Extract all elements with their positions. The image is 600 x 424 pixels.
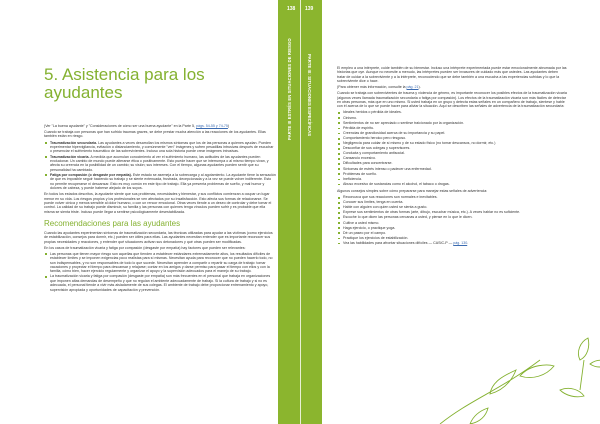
intro-link[interactable]: págs. 54-55 y 74-75: [195, 124, 228, 128]
more-info-link[interactable]: pág. 21: [406, 85, 419, 90]
list-item: Escuche lo que dicen las personas cercanas a usted, y piense en lo que le dicen.: [343, 215, 567, 220]
section-heading: Recomendaciones para las ayudantes: [44, 218, 181, 228]
list-item: Cansancio excesivo.: [343, 156, 567, 161]
list-item: Desconfiar de sus colegas y supervisores.: [343, 146, 567, 151]
list-item: Dificultades para concentrarse.: [343, 161, 567, 166]
list-item: Conducta y comportamiento antisocial.: [343, 151, 567, 156]
vertical-label-left: [287, 38, 292, 140]
list-item: Pérdida de espíritu.: [343, 126, 567, 131]
recommendations-list: [44, 252, 276, 292]
list-item: Cultive a usted mismo.: [343, 221, 567, 226]
list-item: [50, 155, 276, 172]
paragraph-2: En todos los estados descritos, la ayudante siente que sus problemas, necesidades y bienestar, y sus conflictos comienzan a ocupar un lugar menor en su vida. Los riesgos propios y los profesionales se ven afectados por su insatisfacción. Esto afecta sus formas de relacionarse. Se puede volver cínica y menos sensible al dolor humano, o con un rencor emocional. Otras veces tiende a un deseo de controlar y debe tomar el control. La calidad de su trabajo puede disminuir, su familia y las personas con quienes tenga vínculos pueden sufrir y es probable que ella misma se sienta triste. Incluso puede llegar a sentirse psicológicamente desestabilizada.: [44, 192, 272, 214]
page-number-left: 138: [287, 6, 296, 12]
last-tip-text: Vea las habilidades para afrontar situaciones difíciles — CASIC-P —: [343, 240, 454, 245]
list-item-head: Traumatización vicaria.: [50, 154, 90, 159]
paragraph-1: Cuando se trabaja con personas que han sufrido traumas graves, se debe prestar mucha atención a las reacciones de los ayudantes. Ellas también están en riesgo.: [44, 130, 266, 139]
list-item: Hable con alguien con quien usted se sienta a gusto.: [343, 205, 567, 210]
last-tip-link[interactable]: pág. 130: [453, 240, 468, 245]
list-item: Conocer sus límites, tenga en cuenta.: [343, 200, 567, 205]
last-tip-end: .: [467, 240, 469, 245]
list-item: Abuso excesivo de sustancias como el alcohol, el tabaco o drogas.: [343, 182, 567, 187]
paragraph-3: Cuando las ayudantes experimentan síntomas de traumatización secundaria, las técnicas utilizadas para ayudar a las víctimas (como ejercicios de estabilización, consejos para dormir, etc.) pueden ser útiles para ellas. Las ayudantes necesitan entender que es importante reconocer sus propias necesidades y reacciones, y entender qué situaciones activan sus detonadores y qué otras pueden ser modificadas.: [44, 230, 273, 244]
list-item: Sentimientos de no ser apreciado o sentirse traicionado por la organización.: [343, 121, 567, 126]
vertical-label-right-text: PARTE III: SITUACIONES ESPECÍFICAS: [307, 54, 312, 137]
list-item: Comportamiento heroico pero riesgoso.: [343, 136, 567, 141]
paragraph-tips-intro: Algunos consejos simples sobre cómo prepararse para manejar estas señales de advertencia:: [337, 188, 488, 193]
list-item: Ideales heridos o pérdida de ideales.: [343, 110, 567, 115]
leaf-shape: [490, 370, 516, 394]
page-title: 5. Asistencia para los ayudantes: [44, 65, 205, 102]
list-item: Practique los ejercicios de estabilización.: [343, 236, 567, 241]
list-item: Las personas que tienen mayor riesgo son aquellas que tienden a establecer estándares extremadamente altos, los resultados difíciles de establecer límites y se imponen exigencias poco realistas para sí mismas. Necesitan ayuda para reconocer que no pueden hacerlo todo, no son indispensables, y no son responsables de todo lo que sucede. Necesitan aprender a compartir o repartir su carga de trabajo: tomar vacaciones y proyectar el tiempo para descansar y relajarse; contar en los amigos y darse permiso para pasar el tiempo con ellos y con la familia, cómo bien, hacer ejercicio regularmente y organizar el apoyo y la supervisión adecuados para el manejo de su trabajo.: [50, 252, 276, 274]
list-item: [343, 241, 567, 246]
list-item-text: A medida que acumulan conocimiento al ver el sufrimiento humano, las actitudes de las ayudantes pueden evolucionar. Un cambio de mundo puede alterarse ética o positivamente. Esto puede hacer que se interrumpa o al mismo tiempo vivan, y afecta su creencia en la posibilidad de un cambio; su visión; sus intereses. Con el tiempo, algunas ayudantes pueden sentir que su personalidad ha cambiado.: [50, 154, 269, 172]
leaf-shape: [470, 408, 488, 424]
list-item: Ineficiencia.: [343, 177, 567, 182]
decorative-leaves-illustration: [430, 320, 600, 424]
leaf-shape: [590, 360, 600, 367]
list-item: Haga ejercicio, o practique yoga.: [343, 226, 567, 231]
list-item: Reconozca que sus reacciones son normales e inevitables.: [343, 195, 567, 200]
stem-line: [580, 360, 584, 390]
paragraph-4: En los casos de traumatización vicaria y fatiga por compasión (desgaste por empatía) hay factores que pueden ser relevantes:: [44, 245, 246, 250]
list-item-head: Traumatización secundaria.: [50, 140, 98, 145]
vertical-label-right: [307, 54, 312, 136]
list-item: Problemas de sueño.: [343, 172, 567, 177]
list-item: Dé un paseo por el campo.: [343, 231, 567, 236]
paragraph-interpreter: El empleo a una intérprete, cuide también de su bienestar. Incluso una intérprete experimentada puede estar emocionalmente abrumada por las historias que oye. Aunque no necesite a menudo, las intérpretes pueden ser invasores de cuidado más que ustedes. Las ayudantes deben tratar de cuidar a la sobreviviente y a la intérprete, reconociendo que se debe también a una escucha a las experiencias sufridas y lo que la sobreviviente dice o hace.: [337, 66, 567, 84]
list-item: [50, 141, 276, 154]
intro-end: ): [227, 124, 230, 128]
right-page-content: [337, 66, 567, 248]
leaf-shape: [520, 365, 554, 378]
list-item: Negligencia para cuidar de sí mismo y de su estado físico (no tomar descansos, no dormir, etc.): [343, 141, 567, 146]
gutter-divider: [300, 0, 301, 424]
list-item-text: Este estado se asemeja a la sobrecarga y al agotamiento. La ayudante tiene la sensación de que es imposible seguir haciendo su trabajo y se siente extenuada, frustrada, decepcionada y a la vez se puede volver indiferente. Esto no permite recuperarse ni descansar. Esto es muy común en este tipo de trabajo. Ella ya presenta problemas de sueño, y mal humor y dolores de cabeza, y puede haberse alejado de los suyos.: [50, 172, 276, 190]
tips-list: [337, 195, 567, 246]
paragraph-more-info: [337, 85, 567, 89]
left-page-content: [44, 66, 276, 294]
leaf-shape: [578, 338, 588, 360]
vertical-label-left-text: ESTRÉS EN SITUACIONES DE RIESGO: [287, 38, 292, 120]
list-item: Síntomas de estrés intenso o padecer una enfermedad.: [343, 167, 567, 172]
list-item: Creencias de grandiosidad acerca de su importancia y su papel.: [343, 131, 567, 136]
page-number-right: 139: [305, 6, 314, 12]
warning-signs-list: [337, 110, 567, 186]
more-info-end: ).: [418, 85, 421, 90]
list-item-text: Las ayudantes a veces desarrollan los mismos síntomas que los de las personas a quienes ayudan. Pueden experimentar hipervigilancia, evitación o distanciamiento, y comúnmente "ven" imágenes y sufren pesadillas intrusivas después de escuchar o presenciar el sufrimiento traumático de las sobrevivientes. Incluso una sola historia puede crear imágenes intrusivas.: [50, 140, 274, 154]
list-item-head: Fatiga por compasión (o desgaste por empatía).: [50, 172, 132, 177]
intro-text: (Ver "La buena ayudante" y "Consideraciones de cómo ser una buena ayudante" en la Parte 5,: [44, 124, 196, 128]
more-info-text: (Para obtener más información, consulte la: [337, 85, 407, 90]
intro-paragraph: [44, 124, 276, 128]
list-item: La traumatización vicaria y fatiga por compasión (desgaste por empatía) son más frecuentes en el personal que trabaja en organizaciones que imponen altas demandas de desempeño y que no regulan el ambiente adecuadamente de trabajo. Si la cultura de trabajo y si no es adecuada, el personal tiende a vivir más aisladamente de sus colegas. El ambiente de trabajo debe proporcionar entrenamiento y apoyo, supervisión apropiada y oportunidades de capacitación y prevención.: [50, 274, 276, 291]
paragraph-vicarious: Cuando se trabaja con sobrevivientes de trauma y violencia de género, es importante reconocer los posibles efectos de la traumatización vicaria (algunos veces llamada traumatización secundaria o fatiga por compasión). Los efectos de la traumatización vicaria son más fáciles de detectar en otras personas, más que en uno mismo. Si usted trabaja en un grupo y detecta estas señales en un compañero de trabajo, sientese y hable con él acerca de lo que se puede hacer para aliviar la situación. Aquí se describen las señales de advertencia de la traumatización secundaria:: [337, 91, 567, 109]
list-item: Exprese sus sentimientos de otras formas (arte, dibujo, escuchar música, etc.). A veces hablar no es suficiente.: [343, 210, 567, 215]
vertical-label-left-prefix: PARTE III: [287, 120, 292, 140]
list-item: [50, 173, 276, 190]
list-item: Cinismo.: [343, 116, 567, 121]
risk-states-list: [44, 141, 276, 191]
